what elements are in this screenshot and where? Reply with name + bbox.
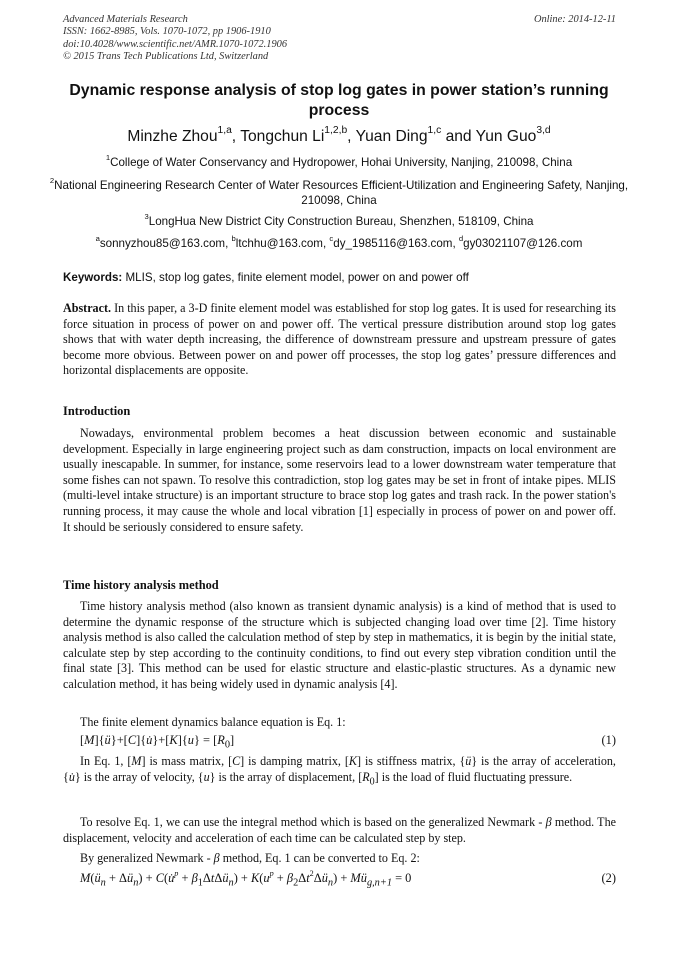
keywords [63, 270, 616, 285]
text-fragment: method, Eq. 1 can be converted to Eq. 2: [222, 851, 420, 865]
affiliation-sup: 1 [105, 153, 111, 162]
abstract-text: In this paper, a 3-D finite element model was established for stop log gates. It is used for researching its force situation in process of power on and power off. The vertical pressure distribution around stop log gates shows that with water depth increasing, the difference of downstream pressure and upstream pressure of gates become more obvious. Between power on and power off processes, the stop log gates’ pressure differences and horizontal displacements are opposite. [63, 301, 616, 378]
method-paragraph-2: The finite element dynamics balance equation is Eq. 1: [80, 715, 346, 729]
email-link[interactable]: gy03021107@126.com [463, 237, 583, 250]
equation-2-number: (2) [601, 871, 616, 885]
author-name: Minzhe Zhou [127, 128, 218, 145]
email-sup: d [458, 234, 464, 243]
text-fragment: By generalized Newmark - [80, 851, 211, 865]
method-paragraph-4: To resolve Eq. 1, we can use the integral method which is based on the generalized Newmark - β method. The displacement, velocity and acceleration of each time can be calculated step by step. [63, 815, 616, 845]
author-name: Yun Guo [475, 128, 537, 145]
email-sup: a [95, 234, 100, 243]
email-sup: c [329, 234, 334, 243]
text-fragment: In Eq. 1, [80, 754, 124, 768]
journal-name: Advanced Materials Research [63, 14, 188, 25]
affiliation-text: LongHua New District City Construction Bureau, Shenzhen, 518109, China [148, 215, 534, 228]
author-separator: , [347, 128, 356, 145]
text-fragment: is mass matrix, [149, 754, 225, 768]
keywords-text: MLIS, stop log gates, finite element model, power on and power off [125, 271, 469, 284]
text-fragment: acceleration, [554, 754, 616, 768]
author-sup: 1,c [427, 125, 442, 137]
text-fragment: fluctuating pressure. [473, 769, 573, 784]
equation-2 [80, 868, 616, 890]
keywords-label: Keywords: [63, 271, 123, 284]
author-name: Yuan Ding [355, 128, 428, 145]
author-sup: 1,2,b [324, 125, 348, 137]
email-list: $^a$sonnyzhou85@163.com, $^b$ltchhu@163.com, $^c$dy_1985116@163.com, $^d$gy03021107@126.com [95, 234, 583, 250]
abstract [63, 301, 616, 379]
text-fragment: To resolve Eq. 1, we can use the integral method which is based on the generalized Newmark - [80, 815, 543, 829]
affiliation-2 [30, 178, 648, 208]
online-date: Online: 2014-12-11 [533, 14, 616, 25]
copyright-line: © 2015 Trans Tech Publications Ltd, Switzerland [63, 51, 269, 63]
affiliation-sup: 3 [144, 212, 149, 221]
method-heading: Time history analysis method [63, 578, 219, 592]
affiliation-1 [30, 155, 648, 170]
text-fragment: is stiffness matrix, [364, 754, 456, 768]
affiliation-text: College of Water Conservancy and Hydropower, Hohai University, Nanjing, 210098, China [110, 156, 573, 169]
author-name: Tongchun Li [240, 128, 325, 145]
doi-line: doi:10.4028/www.scientific.net/AMR.1070-1072.1906 [63, 38, 288, 50]
method-paragraph-3: In Eq. 1, [M] is mass matrix, [C] is damping matrix, [K] is stiffness matrix, {ü} is the array of acceleration, {u̇} is the array of velocity, {u} is the array of displacement, $[R_0]$ is the load of fluid fluctuating pressure. [63, 754, 616, 787]
paper-title: Dynamic response analysis of stop log gates in power station’s running process [69, 82, 609, 119]
text-fragment: is the array of velocity, [83, 769, 195, 784]
text-fragment: is the array of displacement, [218, 769, 356, 784]
equation-2-formula: $M(ü_n$ + $\Delta ü_n$) + C(u̇$^p$ + $\beta_1\Delta t\Delta ü_n) + K(u^p$ + $\beta_2\Delta t^2\Delta ü_n$) + $Mü_{g,n+1} = 0$ [80, 868, 412, 889]
author-sup: 3,d [536, 125, 551, 137]
email-sup: b [231, 234, 236, 243]
text-fragment: method. The displacement, velocity and acceleration of each time can be calculated step by step. [63, 815, 616, 845]
text-fragment: is the load of fluid [381, 769, 471, 784]
email-link[interactable]: dy_1985116@163.com [333, 237, 453, 250]
affiliation-text: National Engineering Research Center of Water Resources Efficient-Utilization and Engineering Safety, Nanjing, 210098, China [54, 179, 629, 207]
author-separator: , [231, 128, 241, 145]
equation-1-formula: [M]{ü}+[C]{u̇}+[K]{u} = $[R_0]$ [80, 733, 235, 751]
equation-1 [80, 733, 616, 752]
equation-1-number: (1) [601, 733, 616, 747]
text-fragment: is the array of [481, 754, 551, 768]
journal-header [63, 14, 616, 64]
author-sup: 1,a [217, 125, 232, 137]
affiliation-sup: 2 [49, 176, 55, 185]
author-separator: and [441, 128, 476, 145]
affiliation-3 [30, 214, 648, 229]
introduction-text: Nowadays, environmental problem becomes a heat discussion between economic and sustainable development. Especially in large engineering project such as dam construction, impacts on local environment are usually inescapable. In summer, for instance, some reservoirs lead to a lower downstream water temperature that some fishes can not spawn. To resolve this contradiction, stop log gates may be set in front of intake pipes. MLIS (multi-level intake structure) is an important structure to brace stop log gates and trash rack. In the power station's running process, it may cause the whole and local vibration [1] especially in process of power on and power off. It should be seriously considered to ensure safety. [63, 426, 616, 534]
method-paragraph-1: Time history analysis method (also known as transient dynamic analysis) is a kind of method that is used to determine the dynamic response of the structure which is subjected changing load over time [2]. Time history analysis method is also called the calculation method of step by step in mathematics, it is begin by the initial state, calculate step by step according to the continuity conditions, to find out every step vibration condition until the final state [3]. This method can be used for elastic structure and elastic-plastic structures. As a dynamic new calculation method, it has being widely used in dynamic analysis [4]. [63, 599, 616, 691]
email-link[interactable]: ltchhu@163.com [235, 237, 323, 250]
author-list [40, 127, 638, 147]
issn-line: ISSN: 1662-8985, Vols. 1070-1072, pp 1906-1910 [63, 26, 271, 38]
text-fragment: is damping matrix, [248, 754, 341, 768]
abstract-label: Abstract. [63, 301, 112, 315]
method-paragraph-5: By generalized Newmark - β method, Eq. 1 can be converted to Eq. 2: [80, 851, 420, 865]
introduction-heading: Introduction [63, 404, 131, 418]
email-link[interactable]: sonnyzhou85@163.com [99, 237, 226, 250]
